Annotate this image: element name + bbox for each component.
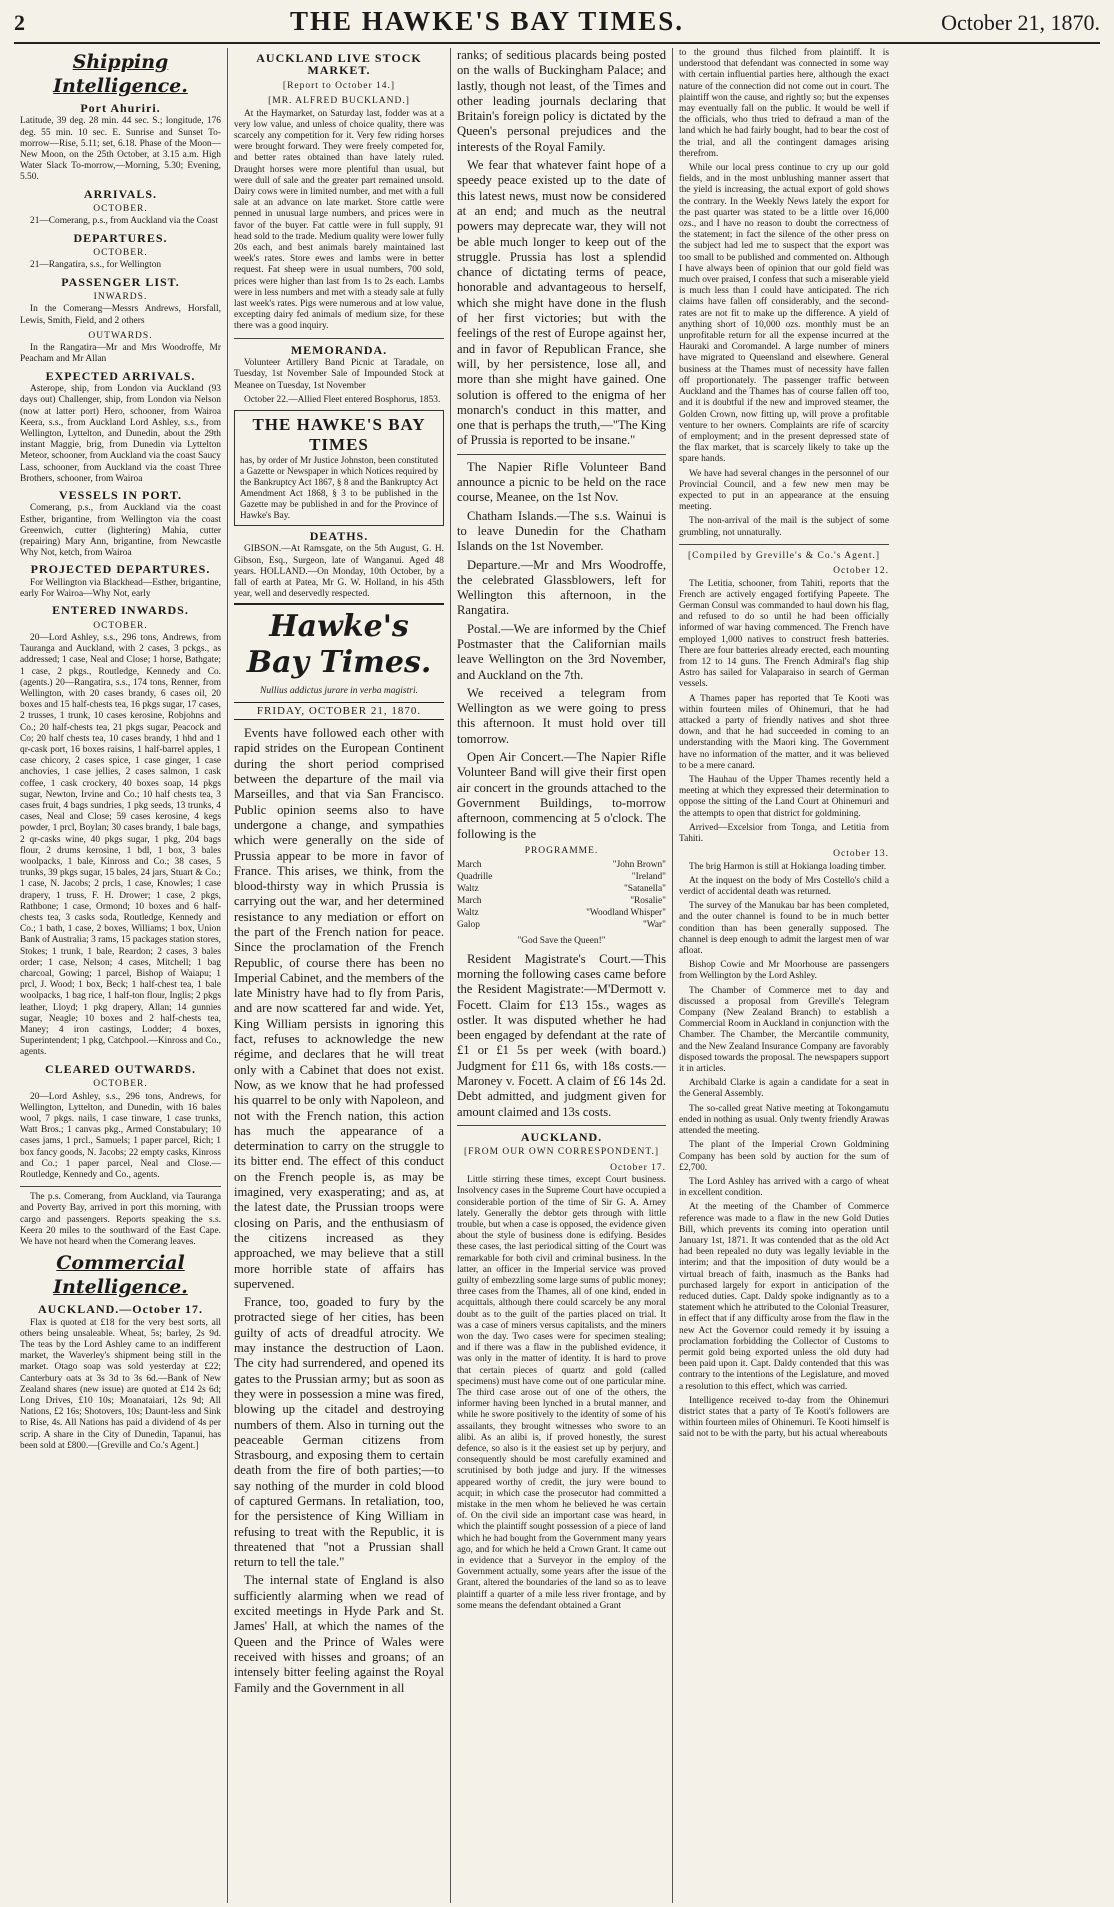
editorial-dateline: FRIDAY, OCTOBER 21, 1870. (234, 702, 444, 720)
local-news-item: The Napier Rifle Volunteer Band announce a picnic to be held on the race course, Meanee, on the 1st Nov. (457, 459, 666, 505)
gazette-notice-title: THE HAWKE'S BAY TIMES (252, 414, 426, 454)
dispatch-paragraph: The Chamber of Commerce met to day and discussed a proposal from Greville's Telegram Company (New Zealand Branch) to establish a Commercial Room in Auckland in conjunction with the Chamber. The Chamber, the Mercantile community, and the New Zealand Insurance Company are favorably disposed towards the proposal. The newspapers support it in articles. (679, 985, 889, 1075)
dispatch-paragraph: Arrived—Excelsior from Tonga, and Letitia from Tahiti. (679, 822, 889, 845)
stock-byline: [MR. ALFRED BUCKLAND.] (268, 96, 410, 107)
dispatch-paragraph: The so-called great Native meeting at Tokongamutu ended in nothing as usual. Only twenty friendly Arawas attended the meeting. (679, 1103, 889, 1137)
issue-date: October 21, 1870. (941, 10, 1100, 35)
dispatch-paragraph: A Thames paper has reported that Te Kooti was within fourteen miles of Ohinemuri, that he had attacked a party of friendly natives and shot three down, and that he had succeeded in coming to an understanding with the Maori king. The Government have no information of the matter, and it was believed to be a mere canard. (679, 693, 889, 771)
dispatch-paragraph: Bishop Cowie and Mr Moorhouse are passengers from Wellington by the Lord Ashley. (679, 960, 889, 982)
commercial-dateline: AUCKLAND.—October 17. (37, 1302, 204, 1317)
dispatch-paragraph: Archibald Clarke is again a candidate for a seat in the General Assembly. (679, 1078, 889, 1100)
letter-paragraph: We have had several changes in the personnel of our Provincial Council, and a few new men may be expected to put in an appearance at the ensuing meeting. (679, 468, 889, 513)
editorial-paragraph: Events have followed each other with rapid strides on the European Continent during the short period comprised between the departure of the mail via Marseilles, and that via San Francisco. Public opinion seems also to have undergone a change, and sympathies which were generally on the side of Prussia appear to be more in favor of France. This arises, we think, from the blood-thirsty way in which Prussia is carrying out the war, and her determined resistance to any mediation or effort on the part of the French nation for peace. Since the proclamation of the French Republic, of course there has been no Imperial Cabinet, and the members of the late Ministry have had to fly from Paris, and are now scattered far and wide. Yet, King William persists in ignoring this fact, refuses to acknowledge the new régime, and declares that he will treat only with a Cabinet that does not exist. Now, as we know that he had professed his quarrel to be only with Napoleon, and not with the French nation, this action has much the appearance of a determination to carry on the struggle to its bitter end. The effect of this conduct on the French people is, as may be imagined, very exasperating; and as, at the latest date, the Prussian troops were closing on Paris, and the enthusiasm of the citizens increased as they approached, we may believe that a still more horrible state of affairs has supervened. (234, 726, 444, 1291)
programme-item: March "John Brown" (457, 860, 666, 871)
page-number: 2 (14, 10, 25, 35)
commercial-heading: Commercial Intelligence. (53, 1252, 188, 1299)
divider (457, 1125, 666, 1126)
dispatch-paragraph: The Lord Ashley has arrived with a cargo of wheat in excellent condition. (679, 1176, 889, 1199)
local-news-item: Open Air Concert.—The Napier Rifle Volunteer Band will give their first open air concert in the grounds attached to the Government Buildings, to-morrow afternoon, commencing at 5 o'clock. The following is the (457, 750, 666, 841)
local-news-item: Postal.—We are informed by the Chief Postmaster that the Californian mails leave Wellington on the 3rd November, and Auckland on the 7th. (457, 621, 666, 682)
local-news-item: We received a telegram from Wellington as we were going to press this afternoon. It must hold over till tomorrow. (457, 685, 666, 746)
local-news-item: Chatham Islands.—The s.s. Wainui is to leave Dunedin for the Chatham Islands on the 1st November. (457, 508, 666, 554)
cleared-heading: CLEARED OUTWARDS. (44, 1061, 197, 1076)
column-1 (14, 48, 228, 1903)
memoranda-text: Volunteer Artillery Band Picnic at Taradale, on Tuesday, 1st November Sale of Impounded Stock at Meanee on Tuesday, 1st November (234, 358, 444, 391)
vessels-list: Comerang, p.s., from Auckland via the coast Esther, brigantine, from Wellington via the coast Greenwich, cutter (lightering) Mahia, cutter (repairing) Mary Ann, brigantine, from Newcastle Why Not, ketch, from Wairoa (20, 503, 221, 559)
dispatch-paragraph: The Hauhau of the Upper Thames recently held a meeting at which they expressed their determination to oppose the sitting of the Land Court at Ohinemuri and the attempts to open that district for goldmining. (679, 775, 889, 819)
editorial-paragraph: France, too, goaded to fury by the protracted siege of her cities, has been guilty of acts of dreadful atrocity. We may instance the destruction of Laon. The city had surrendered, and opened its gates to the Prussian army; but as soon as they were in possession a mine was fired, blowing up the citadel and destroying numbers of them. Also in turning out the peaceable German citizens from Strasbourg, and exposing them to certain death from the fire of both parties;—to say nothing of the murder in cold blood of captured Germans. In retaliation, too, for the persistence of King William in refusing to treat with the Republic, it is threatened that "not a Prussian shall return to tell the tale." (234, 1295, 444, 1570)
auckland-letter: Little stirring these times, except Court business. Insolvency cases in the Supreme Court have occupied a considerable portion of the time of Sir G. A. Arney lately. Generally the debtor gets through with little trouble, but when a case is opposed, the evidence given about the style of business done is edifying. Besides these cases, the last periodical sitting of the Court was remarkable for both civil and criminal business. In the latter, an officer in the Imperial service was proved guilty of embezzling some large sums of public money; three cases from the Thames, all of one kind, ended in acquittals, although there could scarcely be any moral doubt as to the guilt of the parties placed on trial. It was a case of miners versus capitalists, and the miners won the day. Two cases were for specimen stealing; and if there was a flaw in the published evidence, it was only in the matter of identity. It is hard to prove that certain pieces of quartz and gold (called specimens) must have come out of one particular mine. The third case arose out of one of the others, the informer having been lynched in a brutal manner, and while he swore positively to the identity of some of his assailants, they brought witnesses who swore to an alibi. As an alibi is, if proved honestly, the surest defence, so also is it the easiest set up by perjury, and consequently should be most carefully examined and scrutinised by both judge and jury. If the witnesses appeared worthy of credit, the jury were bound to acquit; in which case the prosecutor had committed a mistake in the men whom he believed he was certain of. On the civil side an important case was heard, in which the plaintiff sought possession of a piece of land which he had bought from the Government many years ago, and for which he held a Crown Grant. It came out in evidence that a Surveyor in the employ of the Government actually, some years after the issue of the Grant, altered the boundaries of the land so as to leave plaintiff a quarter of a mile less river frontage, and by some means the defendant obtained a Grant (457, 1175, 666, 1611)
entered-heading: ENTERED INWARDS. (52, 603, 189, 618)
dispatch-paragraph: Intelligence received to-day from the Ohinemuri district states that a party of Te Kooti's followers are within fourteen miles of Ohinemuri. Te Kooti himself is said not to be with the party, but his actual whereabouts (679, 1395, 889, 1440)
stock-text: At the Haymarket, on Saturday last, fodder was at a very low value, and unless of choice quality, there was scarcely any competition for it. Very few riding horses were brought forward. They were freely competed for, and better rates obtained than have lately ruled. Draught horses were more plentiful than usual, but were dull of sale and the greater part remained unsold. Dairy cows were in limited number, and met with a full sale at an advance on late market. Store cattle were penned in unusual large numbers, and prices were in favor of the buyer. Fat cattle were in full supply, 91 head sold to the trade. Medium quality were lower fully 20s each, and best animals barely maintained last week's rates. Store ewes and lambs were in better request. Fat sheep were in usual numbers, 700 sold, prices were higher than last from 1s to 2s each. Lambs were in less numbers and met with a steady sale at fully last week's rates. Pigs were numerous and at low value, excepting dairy fed animals of medium size, for these there was a good inquiry. (234, 108, 444, 332)
entered-month: OCTOBER. (93, 620, 148, 631)
dispatch-date: October 13. (833, 849, 889, 860)
outwards-passengers: In the Rangatira—Mr and Mrs Woodroffe, Mr Peacham and Mr Allan (20, 343, 221, 365)
dispatch-paragraph: The brig Harmon is still at Hokianga loading timber. (689, 861, 887, 872)
letter-continued: to the ground thus filched from plaintiff. It is understood that defendant was connected in some way with certain influential parties here, although the exact nature of the connection did not come out in court. The plaintiff won the cause, and rightly so; but the expenses may eventually fall on the public. It would be well if the officials, who thus tried to defraud a man of the land which he had fairly bought, had to bear the cost of the trial, and all the contingent damages arising therefrom. (679, 48, 889, 159)
expected-list: Asterope, ship, from London via Auckland (93 days out) Challenger, ship, from London via Nelson (now at latter port) Hero, schooner, from Wairoa Keera, s.s., from Auckland Lord Ashley, s.s., from Wellington, Lyttelton, and Dunedin, about the 29th instant Maggie, brig, from Dunedin via Lyttelton Meteor, schooner, from Auckland via the coast Saucy Lass, schooner, from Auckland via the coast Three Brothers, schooner, from Wairoa (20, 384, 221, 484)
vessels-heading: VESSELS IN PORT. (58, 487, 183, 502)
auckland-subheading: [FROM OUR OWN CORRESPONDENT.] (463, 1147, 660, 1158)
entered-list: 20—Lord Ashley, s.s., 296 tons, Andrews, from Tauranga and Auckland, with 2 cases, 3 pckgs., as addressed; 1 case, Neal and Close; 1 horse, Bathgate; 1 case, 2 pkgs., Routledge, Kennedy and Co. (agents.) 20—Rangatira, s.s., 174 tons, Renner, from Wellington, with 20 cases brandy, 6 cases oil, 20 boxes and 15 half-chests tea, 16 pkgs sugar, 17 cases, 2 trusses, 1 trunk, 10 cases kerosine, Robjohns and Co.; 20 half-chests tea, 21 pkgs sugar, Peacock and Co; 20 half chests tea, 10 cases brandy, 1 hhd and 1 qr-cask port, 16 boxes raisins, 1 half-barrel apples, 1 case chicory, 2 cases spice, 1 case ginger, 1 case anchovies, 1 case jellies, 2 cases salmon, 1 cask coffee, 1 cask crockery, 40 boxes soap, 14 pkgs sugar, Newton, Irvine and Co.; 10 half chests tea, 3 cases fruit, 4 bags sundries, 1 pkg seeds, 13 trunks, 4 cases, Neal and Close; 59 cases kerosine, 4 kegs powder, 1 prcl, Boylan; 30 cases brandy, 1 bale bags, 2 qr-casks wine, 40 pkgs sugar, 1 pkg, 204 bags flour, 2 drums kerosine, 1 bdl, 1 box, 3 bales woolpacks, 1 bale, Kinross and Co.; 38 cases, 5 trunks, 39 pkgs sugar, 15 bales, 24 jars, Stuart & Co.; 1 case, N. Jacobs; 2 prcls, 1 case, Knowles; 1 case drapery, 1 truss, F. H. Drower; 1 case, 2 pkgs, Rathbone; 1 case, Ormond; 10 boxes and 6 half-chests tea, 3 casks soda, Routledge, Kennedy and Co.; 1 bath, 1 case, 2 boxes, Williams; 1 box, Union Bank of Australia; 3 rams, 15 packages station stores, Stokes; 1 trunk, 1 bale, Reardon; 2 cases, 3 bales order; 1 case, Nelson; 4 cases, Mitchell; 1 bag charcoal, Gowing; 1 parcel, Bishop of Waiapu; 1 prcl, J. Wood; 1 box, Beck; 1 half-chest tea, 1 bale woolpacks, 1 bag rice, 1 half-ton flour, Inglis; 2 pkgs leather, Lloyd; 1 pkg drapery, Allan; 14 gunnies sugar, Neagle; 10 boxes and 2 half-chests tea, Maney; 4 iron castings, Lodder; 4 boxes, Superintendent; 1 pkg, Catchpool.—Kinross and Co., agents. (20, 632, 221, 1058)
editorial-paragraph: The internal state of England is also sufficiently alarming when we read of excited meetings in Hyde Park and St. James' Hall, at which the names of the Queen and the Prince of Wales were received with hisses and groans; of an intensely bitter feeling against the Royal Family and the Government in all (234, 1573, 444, 1695)
column-2 (228, 48, 451, 1903)
programme-item: Quadrille "Ireland" (457, 872, 666, 883)
programme-list (457, 859, 666, 931)
editorial-paragraph: We fear that whatever faint hope of a speedy peace existed up to the date of this latest news, must now be considered at an end; and much as the neutral powers may deprecate war, they will not be able much longer to keep out of the struggle. Prussia has lost a splendid chance of dictating terms of peace, honorable and advantageous to herself, which she might have done in the flush of her first victories; but with the feelings of the rest of Europe against her, and in favor of Republican France, she will, by her persistence, lose all, and more than she might have gained. One solution is offered to the enigma of her monarch's conduct in this matter, and one that is perhaps the truth,—"The King of Prussia is reported to be insane." (457, 158, 666, 448)
cleared-list: 20—Lord Ashley, s.s., 296 tons, Andrews, for Wellington, Lyttelton, and Dunedin, with 16 bales wool, 7 pkgs. nails, 1 case tinware, 1 case trunks, Watt Bros.; 1 canvas pkg., Armed Constabulary; 10 cases jams, 1 prcl., Samuels; 1 paper parcel, Rich; 1 box fancy goods, N. Jacobs; 22 empty casks, Kinross and Co.; 1 paper parcel, Neal and Close.—Routledge, Kennedy and Co., agents. (20, 1091, 221, 1180)
passenger-heading: PASSENGER LIST. (61, 274, 180, 289)
cleared-month: OCTOBER. (93, 1079, 148, 1090)
programme-heading: PROGRAMME. (524, 845, 599, 856)
port-info: Latitude, 39 deg. 28 min. 44 sec. S.; longitude, 176 deg. 55 min. 10 sec. E. Sunrise and Sunset To-morrow—Rise, 5.11; set, 6.18. Phase of the Moon—New Moon, on the 25th October, at 3.15 a.m. High Water Slack To-morrow,—Morning, 5.30; Evening, 5.50. (20, 116, 221, 183)
departures-month: OCTOBER. (93, 248, 148, 259)
divider (20, 1186, 221, 1187)
dispatch-paragraph: The Letitia, schooner, from Tahiti, reports that the French are actively engaged fortifying Papeete. The German Consul was commanded to haul down his flag, and refused to do so until he had been officially informed of war having commenced. The French have employed 1,000 natives to construct fresh batteries. There are four batteries already erected, each mounting from 12 to 14 guns. The French Admiral's flag ship Astro has sailed for Valaparaiso in search of German vessels. (679, 578, 889, 690)
shipping-heading: Shipping Intelligence. (53, 51, 188, 97)
deaths-text: GIBSON.—At Ramsgate, on the 5th August, G. H. Gibson, Esq., Surgeon, late of Wanganui. Aged 48 years. HOLLAND.—On Monday, 10th October, by a fall of earth at Patea, Mr G. W. Holland, in his 45th year, well and deservedly respected. (234, 544, 444, 600)
divider (457, 454, 666, 455)
arrivals-list: 21—Comerang, p.s., from Auckland via the Coast (30, 216, 218, 227)
programme-item: Waltz "Woodland Whisper" (457, 908, 666, 919)
divider (679, 544, 889, 545)
inwards-label: INWARDS. (93, 292, 148, 303)
editorial-paragraph: ranks; of seditious placards being posted on the walls of Buckingham Palace; and lastly, though not least, of the Times and other leading journals declaring that Britain's foreign policy is dictated by the Queen's personal prejudices and the interests of the Royal Family. (457, 48, 666, 154)
programme-item: Waltz "Satanella" (457, 884, 666, 895)
column-3 (451, 48, 673, 1903)
expected-heading: EXPECTED ARRIVALS. (45, 368, 196, 383)
columns (14, 48, 1100, 1903)
dispatch-paragraph: The plant of the Imperial Crown Goldmining Company has been sold by auction for the sum of £2,700. (679, 1140, 889, 1173)
letter-paragraph: While our local press continue to cry up our gold fields, and in the most unblushing manner assert that the yield is increasing, the actual export of gold shows the contrary. In the Weekly News lately the export for the past quarter was stated to be a little over 16,000 ozs., and I have no reason to doubt the correctness of the statement; in fact the silence of the other press on the subject had led me to suspect that the export was too small to be published and commented on. Although I have always been of opinion that our gold field was much over praised, I confess that such a miserable yield is much less than I could have anticipated. The rich claims have fallen off considerably, and the second-rates are not fit to make up the difference. A yield of anything short of 10,000 ozs. monthly must be an unprofitable return for all the expense incurred at the Hauraki and Coromandel. A large number of miners have migrated to Queensland and elsewhere. General business at the Thames must of necessity have fallen off proportionately. The passenger traffic between Auckland and the Thames has of course fallen off too, and it is doubtful if the new and improved steamer, the Golden Crown, now fitting up, will prove a profitable venture to her owners. Complaints are rife of scarcity of employment; and in the present depressed state of the flax market, that is scarcely likely to take up the spare hands. (679, 163, 889, 465)
projected-heading: PROJECTED DEPARTURES. (30, 562, 211, 577)
letter-paragraph: The non-arrival of the mail is the subject of some grumbling, not unnaturally. (679, 516, 889, 538)
gazette-notice-text: has, by order of Mr Justice Johnston, been constituted a Gazette or Newspaper in which Notices required by the Bankruptcy Act 1867, § 8 and the Bankruptcy Act Amendment Act 1868, § 3 to be published in the Gazette may be published in and for the Province of Hawke's Bay. (240, 454, 439, 520)
divider (234, 338, 444, 339)
inwards-passengers: In the Comerang—Messrs Andrews, Horsfall, Lewis, Smith, Field, and 2 others (20, 304, 221, 326)
dispatch-date: October 12. (833, 566, 889, 577)
dispatch-paragraph: At the meeting of the Chamber of Commerce reference was made to a flaw in the new Gold Duties Bill, which prevents its coming into operation until January 1st, 1871. It was contended that as the old Act had been repealed no duty was legally leviable in the interim; and that the imposition of duty would be a virtual breach of faith, inasmuch as the Banks had purchased largely for export in anticipation of the reduced duties. Capt. Daldy spoke indignantly as to a statement which he attributed to the Colonial Treasurer, in effect that if any difficulty arose from the flaw in the new Act the Governor could remedy it by issuing a proclamation forbidding the Collector of Customs to permit gold being exported unless the old duty had been paid upon it. Capt. Daldy contended that this was contrary to the intentions of the Legislature, and moved a resolution to this effect, which was carried. (679, 1202, 889, 1392)
gazette-notice (234, 410, 444, 526)
compiled-by: [Compiled by Greville's & Co.'s Agent.] (687, 550, 881, 561)
paper-motto: Nullius addictus jurare in verba magistri. (260, 686, 418, 697)
arrivals-month: OCTOBER. (93, 204, 148, 215)
stock-subheading: [Report to October 14.] (282, 80, 396, 91)
departures-list: 21—Rangatira, s.s., for Wellington (30, 260, 162, 271)
arrivals-heading: ARRIVALS. (83, 186, 158, 201)
port-heading: Port Ahuriri. (80, 101, 161, 115)
local-news-item: Departure.—Mr and Mrs Woodroffe, the celebrated Glassblowers, left for Wellington this afternoon, in the Rangatira. (457, 557, 666, 618)
comerang-note: The p.s. Comerang, from Auckland, via Tauranga and Poverty Bay, arrived in port this morning, with cargo and passengers. Reports speaking the s.s. Keera 20 miles to the southward of the East Cape. We have not heard when the Comerang leaves. (20, 1192, 221, 1247)
anthem: "God Save the Queen!" (517, 936, 606, 947)
departures-heading: DEPARTURES. (73, 230, 168, 245)
masthead (14, 6, 1100, 44)
memoranda-heading: MEMORANDA. (290, 342, 388, 357)
dispatch-paragraph: The survey of the Manukau bar has been completed, and the outer channel is found to be in much better condition than has been generally supposed. The channel is deep enough to admit the largest men of war afloat. (679, 901, 889, 957)
memoranda-anniversary: October 22.—Allied Fleet entered Bosphorus, 1853. (244, 394, 441, 405)
outwards-label: OUTWARDS. (88, 330, 153, 341)
newspaper-title: THE HAWKE'S BAY TIMES. (289, 6, 685, 36)
commercial-text: Flax is quoted at £18 for the very best sorts, all others being unsaleable. Wheat, 5s; barley, 2s 9d. The teas by the Lord Ashley came to an indifferent market, the Waverley's shipment being still in the market. Otago soap was sold yesterday at £22; Canterbury oats at 3s 3d to 3s 6d.—Bank of New Zealand shares (new issue) are quoted at £14 2s 6d; Long Drives, £10 10s; Moanataiari, 12s 9d; All Nations, £2 16s; Shotovers, 10s; Daunt-less and Sink to Rise, 4s. All Nations has paid a dividend of 4s per scrip. A share in the City of Dunedin, Tapanui, has been sold at £800.—[Greville and Co.'s Agent.] (20, 1317, 221, 1451)
auckland-heading: AUCKLAND. (520, 1129, 603, 1144)
projected-list: For Wellington via Blackhead—Esther, brigantine, early For Wairoa—Why Not, early (20, 577, 221, 599)
programme-item: Galop "War" (457, 920, 666, 931)
stock-heading: AUCKLAND LIVE STOCK MARKET. (256, 51, 422, 78)
deaths-heading: DEATHS. (309, 528, 369, 543)
court-report: Resident Magistrate's Court.—This morning the following cases came before the Resident Magistrate:—M'Dermott v. Focett. Claim for £13 15s., wages as ostler. It was disputed whether he had been engaged by defendant at the rate of £1 or £1 5s per week (with board.) Judgment for £11 6s, with 18s costs.—Maroney v. Focett. A claim of £6 14s 2d. Debt admitted, and judgment given for amount claimed and 13s costs. (457, 951, 666, 1119)
dispatch-paragraph: At the inquest on the body of Mrs Costello's child a verdict of accidental death was returned. (679, 875, 889, 898)
auckland-date: October 17. (610, 1162, 666, 1173)
programme-item: March "Rosalie" (457, 896, 666, 907)
paper-title: Hawke's Bay Times. (234, 603, 444, 681)
column-4 (673, 48, 895, 1903)
